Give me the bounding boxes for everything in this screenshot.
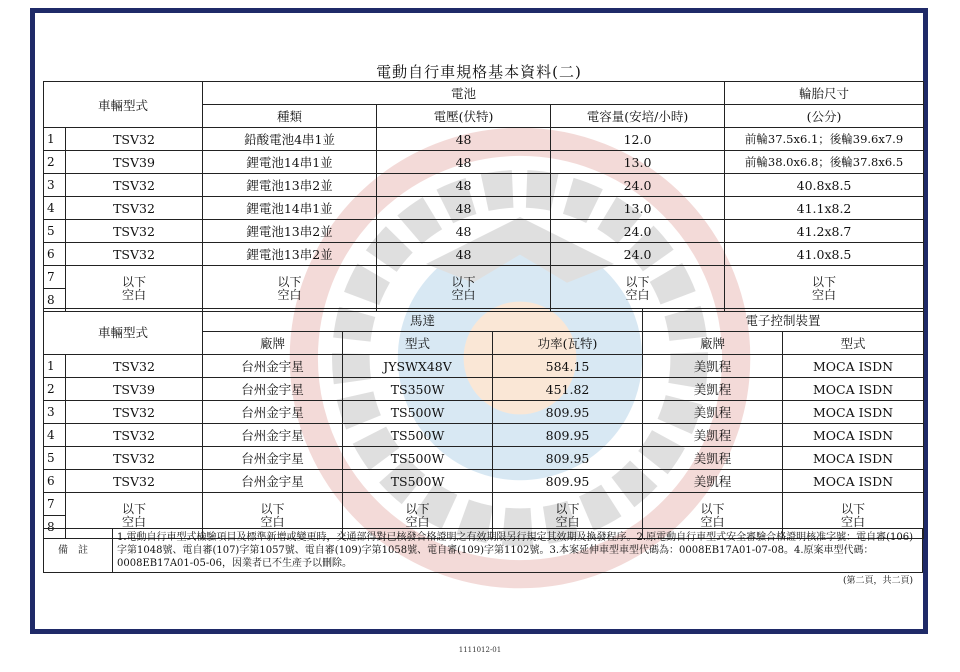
- motor-brand-header: 廠牌: [203, 332, 343, 355]
- model-header: 車輛型式: [44, 82, 203, 128]
- motor-rows: [44, 355, 924, 539]
- battery-type-header: 種類: [203, 105, 377, 128]
- power-header: 功率(瓦特): [493, 332, 643, 355]
- table-row: [44, 174, 924, 197]
- battery-voltage: 48: [377, 197, 551, 220]
- blank-marker-bottom: 空白: [451, 287, 476, 302]
- motor-header: 馬達: [203, 309, 643, 332]
- battery-voltage: 48: [377, 151, 551, 174]
- controller-brand: 美凱程: [643, 401, 783, 424]
- controller-type: MOCA ISDN: [783, 447, 924, 470]
- battery-voltage: 48: [377, 243, 551, 266]
- tire-size: 41.1x8.2: [725, 197, 924, 220]
- battery-voltage: 48: [377, 220, 551, 243]
- table-row: [44, 128, 924, 151]
- row-number: 4: [44, 424, 66, 447]
- motor-brand: 台州金宇星: [203, 447, 343, 470]
- blank-marker-top: 以下: [122, 501, 147, 516]
- controller-type: MOCA ISDN: [783, 401, 924, 424]
- blank-marker-bottom: 空白: [841, 514, 866, 529]
- document-frame: [30, 8, 928, 634]
- battery-type: 鋰電池14串1並: [203, 197, 377, 220]
- motor-brand: 台州金宇星: [203, 424, 343, 447]
- table-row: [44, 266, 924, 289]
- row-number: 6: [44, 470, 66, 493]
- row-number: 8: [44, 516, 66, 539]
- battery-type: 鋰電池13串2並: [203, 243, 377, 266]
- motor-type: TS500W: [343, 447, 493, 470]
- motor-brand: 台州金宇星: [203, 470, 343, 493]
- battery-type: 鉛酸電池4串1並: [203, 128, 377, 151]
- battery-type: 鋰電池13串2並: [203, 174, 377, 197]
- table-row: [44, 378, 924, 401]
- tire-unit-header: (公分): [725, 105, 924, 128]
- controller-header: 電子控制裝置: [643, 309, 924, 332]
- motor-brand: 台州金宇星: [203, 378, 343, 401]
- battery-capacity: 12.0: [551, 128, 725, 151]
- page-number: (第二頁，共二頁): [842, 576, 913, 586]
- controller-brand-header: 廠牌: [643, 332, 783, 355]
- vehicle-model: TSV32: [66, 243, 203, 266]
- vehicle-model: TSV39: [66, 378, 203, 401]
- row-number: 7: [44, 266, 66, 289]
- motor-model-header: 車輛型式: [44, 309, 203, 355]
- notes-text: 1.電動自行車型式檢驗項目及標準新增或變更時，交通部得對已核發合格證明之有效期限另行規定其效期及換發程序。2.原電動自行車型式安全審驗合格證明核准字號：電自審(106)字第1048號、電自審(107)字第1057號、電自審(109)字第1058號、電自審(109)字第1102號。3.本案延伸車型車型代碼為：0008EB17A01-07-08。4.原案車型代碼：0008EB17A01-05-06，因業者已不生產予以刪除。: [113, 529, 923, 573]
- blank-marker-bottom: 空白: [625, 287, 650, 302]
- blank-marker-bottom: 空白: [405, 514, 430, 529]
- motor-type-header: 型式: [343, 332, 493, 355]
- blank-marker-top: 以下: [260, 501, 285, 516]
- footer-code: 1111012-01: [458, 646, 502, 654]
- vehicle-model: TSV39: [66, 151, 203, 174]
- blank-marker-top: 以下: [700, 501, 725, 516]
- blank-marker-bottom: 空白: [555, 514, 580, 529]
- controller-type: MOCA ISDN: [783, 378, 924, 401]
- row-number: 3: [44, 174, 66, 197]
- blank-marker-bottom: 空白: [812, 287, 837, 302]
- row-number: 8: [44, 289, 66, 312]
- blank-marker-top: 以下: [555, 501, 580, 516]
- row-number: 6: [44, 243, 66, 266]
- row-number: 2: [44, 151, 66, 174]
- blank-marker-bottom: 空白: [277, 287, 302, 302]
- controller-type: MOCA ISDN: [783, 470, 924, 493]
- motor-type: TS500W: [343, 401, 493, 424]
- blank-marker-bottom: 空白: [122, 514, 147, 529]
- battery-voltage: 48: [377, 174, 551, 197]
- motor-type: JYSWX48V: [343, 355, 493, 378]
- blank-marker-top: 以下: [405, 501, 430, 516]
- blank-marker-bottom: 空白: [122, 287, 147, 302]
- vehicle-model: TSV32: [66, 470, 203, 493]
- blank-type: [203, 266, 377, 312]
- controller-type: MOCA ISDN: [783, 424, 924, 447]
- motor-brand: 台州金宇星: [203, 401, 343, 424]
- battery-type: 鋰電池14串1並: [203, 151, 377, 174]
- table-row: [44, 197, 924, 220]
- row-number: 5: [44, 220, 66, 243]
- blank-marker-top: 以下: [451, 274, 476, 289]
- table-row: [44, 243, 924, 266]
- motor-power: 451.82: [493, 378, 643, 401]
- vehicle-model: TSV32: [66, 447, 203, 470]
- blank-voltage: [377, 266, 551, 312]
- vehicle-model: TSV32: [66, 174, 203, 197]
- table-row: [44, 470, 924, 493]
- row-number: 2: [44, 378, 66, 401]
- controller-brand: 美凱程: [643, 470, 783, 493]
- blank-marker-top: 以下: [625, 274, 650, 289]
- blank-model: [66, 266, 203, 312]
- motor-power: 809.95: [493, 424, 643, 447]
- controller-type: MOCA ISDN: [783, 355, 924, 378]
- row-number: 7: [44, 493, 66, 516]
- vehicle-model: TSV32: [66, 424, 203, 447]
- tire-size: 前輪37.5x6.1；後輪39.6x7.9: [725, 128, 924, 151]
- tire-size: 40.8x8.5: [725, 174, 924, 197]
- battery-capacity: 13.0: [551, 151, 725, 174]
- voltage-header: 電壓(伏特): [377, 105, 551, 128]
- controller-brand: 美凱程: [643, 424, 783, 447]
- table-row: [44, 151, 924, 174]
- vehicle-model: TSV32: [66, 128, 203, 151]
- row-number: 4: [44, 197, 66, 220]
- tire-size: 前輪38.0x6.8；後輪37.8x6.5: [725, 151, 924, 174]
- battery-header: 電池: [203, 82, 725, 105]
- row-number: 5: [44, 447, 66, 470]
- motor-power: 809.95: [493, 447, 643, 470]
- blank-marker-bottom: 空白: [260, 514, 285, 529]
- vehicle-model: TSV32: [66, 197, 203, 220]
- battery-rows: [44, 128, 924, 312]
- battery-capacity: 13.0: [551, 197, 725, 220]
- blank-capacity: [551, 266, 725, 312]
- battery-capacity: 24.0: [551, 174, 725, 197]
- table-row: [44, 493, 924, 516]
- blank-marker-top: 以下: [277, 274, 302, 289]
- motor-brand: 台州金宇星: [203, 355, 343, 378]
- controller-brand: 美凱程: [643, 447, 783, 470]
- tire-size: 41.0x8.5: [725, 243, 924, 266]
- table-row: [44, 401, 924, 424]
- document-title: 電動自行車規格基本資料(二): [376, 63, 582, 81]
- battery-capacity: 24.0: [551, 220, 725, 243]
- table-row: [44, 447, 924, 470]
- vehicle-model: TSV32: [66, 355, 203, 378]
- motor-power: 809.95: [493, 470, 643, 493]
- motor-power: 809.95: [493, 401, 643, 424]
- battery-capacity: 24.0: [551, 243, 725, 266]
- blank-tire: [725, 266, 924, 312]
- table-row: [44, 355, 924, 378]
- battery-voltage: 48: [377, 128, 551, 151]
- battery-type: 鋰電池13串2並: [203, 220, 377, 243]
- row-number: 1: [44, 128, 66, 151]
- tire-size: 41.2x8.7: [725, 220, 924, 243]
- tire-header: 輪胎尺寸: [725, 82, 924, 105]
- motor-type: TS500W: [343, 470, 493, 493]
- vehicle-model: TSV32: [66, 401, 203, 424]
- motor-type: TS350W: [343, 378, 493, 401]
- battery-spec-table: [43, 81, 924, 312]
- motor-type: TS500W: [343, 424, 493, 447]
- row-number: 3: [44, 401, 66, 424]
- blank-marker-bottom: 空白: [700, 514, 725, 529]
- capacity-header: 電容量(安培/小時): [551, 105, 725, 128]
- table-row: [44, 220, 924, 243]
- controller-brand: 美凱程: [643, 355, 783, 378]
- controller-type-header: 型式: [783, 332, 924, 355]
- table-row: [44, 424, 924, 447]
- controller-brand: 美凱程: [643, 378, 783, 401]
- motor-spec-table: [43, 308, 924, 539]
- blank-marker-top: 以下: [122, 274, 147, 289]
- row-number: 1: [44, 355, 66, 378]
- notes-label: 備註: [44, 529, 113, 573]
- motor-power: 584.15: [493, 355, 643, 378]
- blank-marker-top: 以下: [812, 274, 837, 289]
- vehicle-model: TSV32: [66, 220, 203, 243]
- notes-table: [43, 528, 923, 573]
- blank-marker-top: 以下: [841, 501, 866, 516]
